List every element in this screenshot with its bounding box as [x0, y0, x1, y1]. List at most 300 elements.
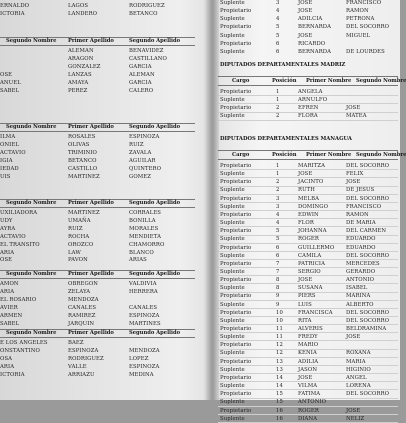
table-cell: DIANA [298, 415, 318, 422]
table-cell: ONIEL [0, 141, 19, 148]
table-cell: Suplente [220, 187, 245, 194]
table-cell: Propietario [220, 163, 252, 169]
table-cell: FLORA [298, 113, 318, 120]
table-cell: FATIMA [298, 391, 321, 398]
row-divider [218, 112, 398, 113]
table-cell: Suplente [220, 399, 245, 406]
row-divider [218, 103, 398, 104]
table-cell: Propietario [220, 277, 252, 284]
table-cell: EDUARDO [346, 244, 376, 251]
table-cell: 2 [276, 179, 280, 186]
table-cell: ARIAS [129, 257, 147, 264]
table-cell: Propietario [220, 228, 252, 235]
table-cell: 9 [276, 293, 280, 300]
table-cell: 13 [276, 358, 283, 365]
row-divider [218, 226, 398, 227]
table-cell: BETANCO [129, 10, 158, 17]
table-cell: 12 [276, 350, 283, 357]
table-cell: ALEMAN [68, 48, 94, 54]
table-cell: EDWIN [298, 211, 319, 218]
table-cell: RODRIGUEZ [129, 3, 165, 9]
table-cell: SUSANA [298, 285, 323, 292]
table-cell: FRANCISCO [346, 203, 382, 210]
right-page [218, 0, 406, 422]
table-cell: ACTAVIO [0, 149, 26, 156]
table-cell: BLANCO [129, 249, 154, 256]
table-cell: Suplente [220, 301, 245, 308]
table-cell: Suplente [220, 285, 245, 292]
table-cell: Propietario [220, 309, 252, 316]
table-cell: RITA [298, 317, 312, 324]
table-cell: ICTORIA [0, 371, 25, 378]
table-cell: 11 [276, 326, 283, 332]
table-cell: ZAVALA [129, 149, 152, 156]
table-cell: Propietario [220, 40, 252, 47]
table-cell: MERCEDES [346, 260, 380, 267]
table-cell: DEL SOCORRO [346, 252, 390, 259]
column-header: Posición [272, 78, 297, 84]
table-cell: 6 [276, 244, 280, 251]
table-cell: Suplente [220, 48, 245, 55]
table-cell: RUTH [298, 187, 316, 194]
table-cell: 5 [276, 236, 280, 243]
table-cell: CANALES [129, 304, 158, 311]
table-cell: DEL SOCORRO [346, 195, 390, 202]
table-cell: FREDY [298, 334, 318, 341]
table-cell: MELBA [298, 195, 320, 202]
table-cell: Suplente [220, 383, 245, 390]
table-cell: 4 [276, 220, 280, 227]
table-cell: 11 [276, 334, 283, 341]
table-cell: HERRERA [129, 288, 158, 295]
table-cell: EDUARDO [346, 236, 376, 243]
table-cell: ANTONIO [298, 399, 327, 406]
table-cell: MENDOZA [129, 347, 160, 354]
table-cell: BAEZ [68, 340, 84, 346]
row-divider [218, 389, 398, 390]
table-cell: Suplente [220, 334, 245, 341]
table-cell: ARIA [0, 288, 15, 295]
table-cell: MARTINEZ [68, 210, 100, 216]
table-cell: 9 [276, 301, 280, 308]
table-cell: ARIA [0, 363, 15, 370]
row-divider [218, 398, 398, 399]
column-header: Primer Nombre [306, 152, 352, 158]
table-cell: 4 [276, 16, 280, 23]
table-cell: ALEMAN [129, 71, 155, 78]
table-cell: JOHANNA [298, 228, 327, 235]
table-cell: ROCHA [68, 233, 90, 240]
table-cell: MIGUEL [346, 32, 371, 39]
table-cell: 2 [276, 113, 280, 120]
row-divider [218, 275, 398, 276]
table-cell: JOSE [298, 374, 313, 381]
table-cell: 4 [276, 8, 280, 15]
table-cell: 3 [276, 203, 280, 210]
row-divider [218, 308, 398, 309]
table-cell: PEREZ [68, 87, 88, 94]
table-rule [0, 337, 195, 338]
table-cell: MARITZA [298, 163, 326, 169]
table-cell: JARQUIN [68, 320, 95, 327]
table-cell: AMAYA [68, 79, 89, 86]
book-gutter [203, 0, 219, 400]
table-cell: JOSE [346, 179, 361, 186]
table-cell: 3 [276, 195, 280, 202]
column-header: Cargo [232, 152, 250, 158]
table-cell: SABEL [0, 320, 20, 327]
table-cell: FRANCISCO [346, 0, 382, 6]
table-cell: Propietario [220, 358, 252, 365]
table-cell: DOMINGO [298, 203, 329, 210]
table-cell: NELIZ [346, 415, 365, 422]
table-cell: AMON [0, 281, 19, 287]
table-cell: 7 [276, 268, 280, 275]
table-cell: 10 [276, 317, 283, 324]
table-cell: Propietario [220, 391, 252, 398]
table-cell: JOSE [298, 32, 313, 39]
table-cell: Propietario [220, 342, 252, 349]
table-cell: 1 [276, 89, 280, 95]
table-cell: MEDINA [129, 371, 154, 378]
table-cell: DE JESUS [346, 187, 375, 194]
table-cell: ANGELA [298, 89, 323, 95]
table-cell: JOSE [298, 171, 313, 178]
table-cell: Propietario [220, 179, 252, 186]
table-cell: 5 [276, 32, 280, 39]
column-header: Segundo Apellido [129, 200, 181, 206]
table-cell: UXILIADORA [0, 210, 38, 216]
table-cell: DEL SOCORRO [346, 309, 390, 316]
table-cell: ERNALDO [0, 3, 30, 9]
table-cell: JASON [298, 366, 318, 373]
row-divider [218, 169, 398, 170]
row-divider [218, 210, 398, 211]
table-cell: HIGINIO [346, 366, 371, 373]
row-divider [218, 373, 398, 374]
table-cell: DE LOURDES [346, 48, 385, 55]
table-cell: LANZAS [68, 71, 92, 78]
column-header: Segundo Nombre [6, 200, 57, 206]
table-cell: AVIER [0, 304, 18, 311]
column-header: Segundo Apellido [129, 124, 181, 130]
table-cell: LANDERO [68, 10, 98, 17]
table-cell: 13 [276, 366, 283, 373]
table-cell: Suplente [220, 97, 245, 104]
table-cell: SERGIO [298, 268, 321, 275]
table-cell: 15 [276, 399, 283, 406]
table-cell: 1 [276, 163, 280, 169]
table-rule [218, 159, 398, 160]
column-header: Primer Apellido [68, 124, 114, 130]
table-cell: JACINTO [298, 179, 324, 186]
table-cell: JOSE [298, 277, 313, 284]
table-cell: Propietario [220, 24, 252, 31]
table-cell: MENDIETA [129, 233, 161, 240]
table-rule [0, 131, 195, 132]
table-cell: MENDOZA [68, 296, 99, 303]
table-cell: 14 [276, 383, 283, 390]
table-cell: RAMON [346, 211, 369, 218]
column-header: Segundo Nombre [6, 38, 57, 44]
table-cell: GOMEZ [129, 173, 152, 180]
table-cell: Suplente [220, 350, 245, 357]
table-cell: LAGOS [68, 3, 89, 9]
table-cell: AGUILAR [129, 157, 156, 164]
column-header: Segundo Nombre [356, 78, 406, 84]
table-cell: 1 [276, 97, 280, 104]
table-cell: DEL SOCORRO [346, 24, 390, 31]
table-cell: VALLE [68, 363, 87, 370]
table-cell: UIS [0, 173, 11, 180]
table-cell: 5 [276, 228, 280, 235]
section-title: DIPUTADOS DEPARTAMENTALES MANAGUA [220, 136, 352, 142]
table-cell: Propietario [220, 105, 252, 112]
row-divider [218, 349, 398, 350]
table-cell: FELIX [346, 171, 364, 178]
row-divider [218, 177, 398, 178]
table-rule [218, 85, 398, 86]
table-cell: CALERO [129, 87, 154, 94]
table-cell: PATRICIA [298, 260, 325, 267]
column-header: Segundo Nombre [356, 152, 406, 158]
table-cell: Suplente [220, 203, 245, 210]
table-cell: UMAÑA [68, 217, 91, 224]
table-cell: ROXANA [346, 350, 371, 357]
table-cell: OSE [0, 71, 13, 78]
table-cell: Suplente [220, 32, 245, 39]
column-header: Primer Apellido [68, 38, 114, 44]
table-cell: DEL CARMEN [346, 228, 387, 235]
row-divider [218, 292, 398, 293]
table-rule [0, 45, 195, 46]
table-cell: OLIVAS [68, 141, 90, 148]
table-cell: ARMEN [0, 312, 23, 319]
column-header: Segundo Apellido [129, 271, 181, 277]
table-cell: LOPEZ [129, 355, 149, 362]
row-divider [218, 251, 398, 252]
table-cell: Suplente [220, 415, 245, 422]
table-cell: MARIA [346, 358, 366, 365]
row-divider [218, 235, 398, 236]
table-cell: OSA [0, 355, 13, 362]
table-cell: ONSTANTINO [0, 347, 40, 354]
table-cell: ESPINOZA [129, 363, 160, 370]
table-cell: UDY [0, 217, 13, 224]
table-cell: ANUEL [0, 79, 21, 86]
table-cell: 5 [276, 24, 280, 31]
column-header: Cargo [232, 78, 250, 84]
table-cell: GARCIA [129, 79, 152, 86]
left-page [0, 0, 205, 400]
table-cell: 2 [276, 187, 280, 194]
section-title: DIPUTADOS DEPARTAMENTALES MADRIZ [220, 62, 346, 68]
table-cell: LORENA [346, 383, 371, 390]
row-divider [218, 194, 398, 195]
table-cell: RICARDO [298, 40, 326, 47]
table-cell: JOSE [298, 0, 313, 6]
table-cell: LUIS [298, 301, 312, 308]
table-cell: EL ROSARIO [0, 296, 37, 303]
table-cell: 8 [276, 277, 280, 284]
table-cell: 2 [276, 105, 280, 112]
table-cell: GUILLERMO [298, 244, 335, 251]
table-cell: LAW [68, 249, 81, 256]
column-header: Segundo Apellido [129, 38, 181, 44]
table-cell: ARNULFO [298, 97, 328, 104]
table-cell: CHAMORRO [129, 241, 165, 248]
table-cell: DEL SOCORRO [346, 163, 390, 169]
table-rule [218, 76, 398, 77]
column-header: Primer Apellido [68, 200, 114, 206]
table-cell: ARAGON [68, 55, 94, 62]
table-cell: QUINTERO [129, 165, 162, 172]
table-cell: Suplente [220, 317, 245, 324]
table-cell: JOSE [346, 334, 361, 341]
row-divider [218, 202, 398, 203]
table-cell: 12 [276, 342, 283, 349]
table-cell: CANALES [68, 304, 97, 311]
table-cell: Suplente [220, 220, 245, 227]
row-divider [218, 283, 398, 284]
table-cell: RODRIGUEZ [68, 355, 104, 362]
table-cell: CORRALES [129, 210, 162, 216]
table-cell: BERNARDA [298, 24, 332, 31]
table-cell: ARRIAZU [68, 371, 95, 378]
table-cell: Suplente [220, 268, 245, 275]
table-cell: FLOR [298, 220, 314, 227]
table-cell: ANGEL [346, 374, 367, 381]
row-divider [218, 381, 398, 382]
table-cell: Suplente [220, 113, 245, 120]
column-header: Segundo Apellido [129, 330, 181, 336]
table-cell: OSE [0, 257, 13, 264]
column-header: Posición [272, 152, 297, 158]
table-cell: OBREGON [68, 281, 98, 287]
table-cell: ESPINOZA [68, 347, 99, 354]
table-cell: 6 [276, 40, 280, 47]
table-cell: DE MARIA [346, 220, 376, 227]
table-cell: 10 [276, 309, 283, 316]
table-cell: 14 [276, 374, 283, 381]
table-cell: MATEA [346, 113, 367, 120]
table-cell: GONZALEZ [68, 63, 101, 70]
table-cell: 4 [276, 211, 280, 218]
table-cell: ROSALES [68, 134, 96, 140]
column-header: Segundo Nombre [6, 271, 57, 277]
table-cell: ISABEL [346, 285, 368, 292]
table-cell: Propietario [220, 244, 252, 251]
table-cell: CASTILLO [68, 165, 98, 172]
table-cell: MARTINEZ [68, 173, 100, 180]
table-cell: ZELAYA [68, 288, 91, 295]
table-cell: MORALES [129, 225, 159, 232]
table-cell: BONILLA [129, 217, 156, 224]
table-cell: 1 [276, 171, 280, 178]
row-divider [218, 267, 398, 268]
row-divider [218, 218, 398, 219]
table-cell: EL TRANSITO [0, 241, 40, 248]
table-cell: ESPINOZA [129, 312, 160, 319]
table-cell: Suplente [220, 16, 245, 23]
table-cell: GARCIA [129, 63, 152, 70]
row-divider [218, 95, 398, 96]
table-cell: 3 [276, 0, 280, 6]
table-cell: BETANCO [68, 157, 97, 164]
row-divider [218, 259, 398, 260]
table-cell: GERARDO [346, 268, 376, 275]
row-divider [218, 406, 398, 407]
table-cell: 7 [276, 260, 280, 267]
table-cell: Propietario [220, 407, 252, 414]
table-cell: 16 [276, 415, 283, 422]
table-cell: Suplente [220, 252, 245, 259]
table-cell: ROGER [298, 407, 319, 414]
table-cell: PIERS [298, 293, 316, 300]
column-header: Segundo Nombre [6, 330, 57, 336]
table-cell: 6 [276, 48, 280, 55]
column-header: Primer Apellido [68, 271, 114, 277]
table-cell: ADILCIA [298, 16, 323, 23]
table-cell: KENIA [298, 350, 317, 357]
table-cell: JOSE [346, 105, 361, 112]
table-cell: IGIA [0, 157, 13, 164]
row-divider [218, 332, 398, 333]
column-header: Segundo Nombre [6, 124, 57, 130]
table-cell: RUIZ [68, 225, 83, 232]
table-cell: CAMILA [298, 252, 322, 259]
table-cell: ANTONIO [346, 277, 375, 284]
table-cell: Propietario [220, 195, 252, 202]
table-cell: ROGER [298, 236, 319, 243]
table-cell: SABEL [0, 87, 20, 94]
table-cell: CASTILLANO [129, 55, 167, 62]
table-cell: E LOS ANGELES [0, 340, 48, 346]
table-rule [0, 207, 195, 208]
table-cell: JOSE [298, 8, 313, 15]
table-cell: 6 [276, 252, 280, 259]
table-cell: MARTINES [129, 320, 161, 327]
table-cell: VALDIVIA [129, 281, 157, 287]
row-divider [218, 186, 398, 187]
table-cell: ADILIA [298, 358, 319, 365]
table-cell: FRANCISCA [298, 309, 333, 316]
table-cell: ARIA [0, 249, 15, 256]
table-cell: Propietario [220, 260, 252, 267]
table-cell: DEL SOCORRO [346, 391, 390, 398]
table-cell: Propietario [220, 326, 252, 332]
row-divider [218, 324, 398, 325]
row-divider [218, 316, 398, 317]
table-cell: ESPINOZA [129, 134, 160, 140]
row-divider [218, 120, 398, 121]
table-cell: OROZCO [68, 241, 94, 248]
column-header: Primer Apellido [68, 330, 114, 336]
table-cell: Suplente [220, 236, 245, 243]
table-cell: MARINA [346, 293, 371, 300]
row-divider [218, 340, 398, 341]
table-cell: Propietario [220, 89, 252, 95]
table-cell: JOSE [346, 407, 361, 414]
table-cell: Propietario [220, 374, 252, 381]
table-cell: VILMA [298, 383, 318, 390]
table-cell: Propietario [220, 211, 252, 218]
table-rule [218, 150, 398, 151]
table-cell: ACTAVIO [0, 233, 26, 240]
row-divider [218, 365, 398, 366]
table-cell: AYRA [0, 225, 16, 232]
table-cell: ALBERTO [346, 301, 374, 308]
